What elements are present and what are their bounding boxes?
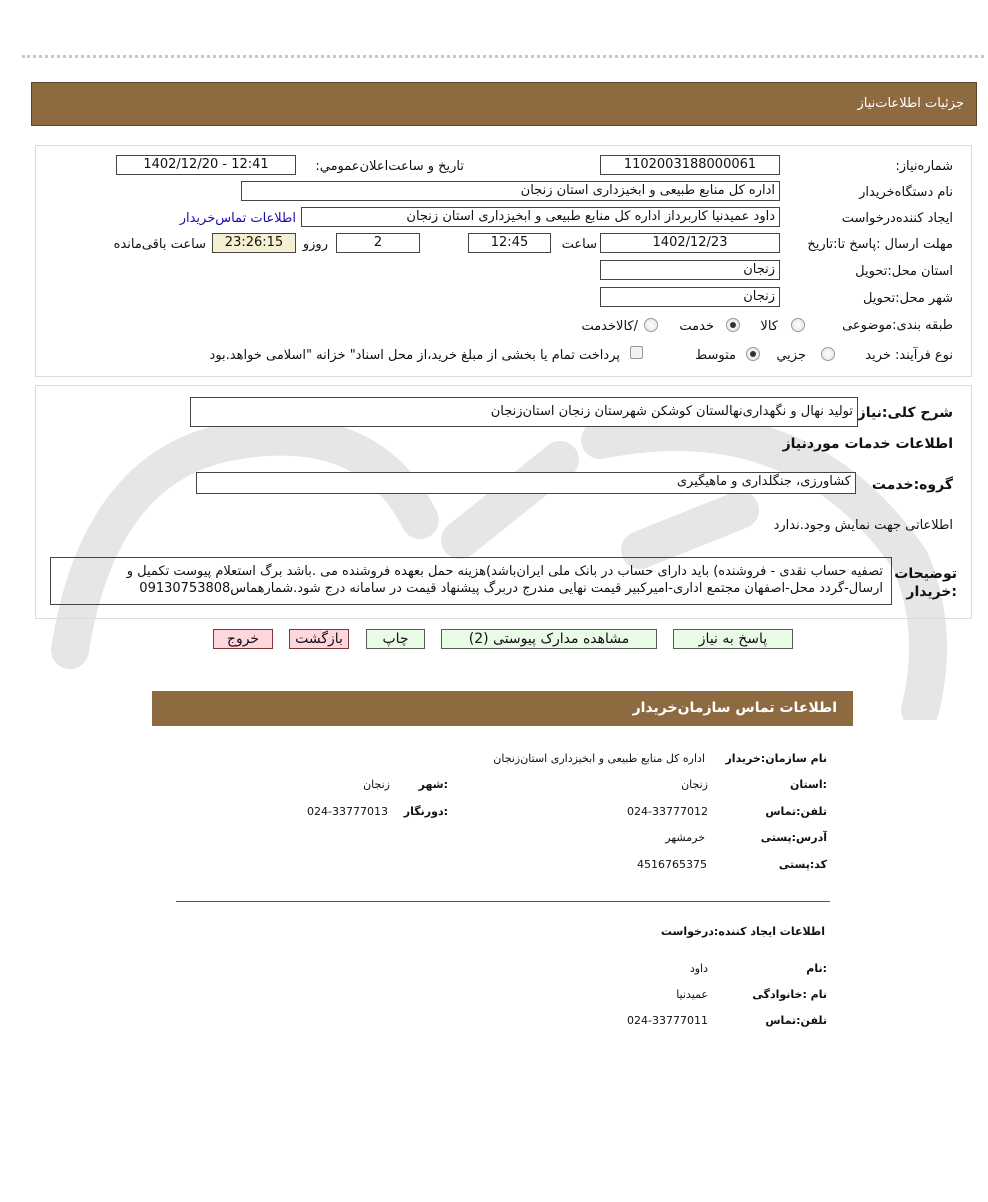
service-group-label: گروه:خدمت: [871, 477, 953, 493]
contact-address-label: آدرس:پستی: [760, 831, 827, 844]
process-label: نوع فرآیند: خرید: [865, 348, 953, 363]
creator-name-label: :نام: [806, 962, 827, 975]
contact-address-value: خرمشهر: [665, 831, 705, 844]
treasury-payment-checkbox[interactable]: [630, 346, 643, 359]
creator-family-label: نام :خانوادگی: [752, 988, 827, 1001]
days-field: 2: [336, 233, 420, 253]
days-label: روزو: [302, 237, 328, 252]
contact-fax-label: :دورنگار: [403, 805, 448, 818]
category-label: طبقه بندی:موضوعی: [842, 318, 953, 333]
deadline-time-label: ساعت: [561, 237, 597, 252]
buyer-notes-label-1: توضیحات: [894, 566, 957, 582]
buyer-notes-label-2: :خریدار: [906, 584, 957, 600]
remaining-time-field: 23:26:15: [212, 233, 296, 253]
creator-info-title: اطلاعات ایجاد کننده:درخواست: [660, 925, 825, 938]
view-attachments-button[interactable]: مشاهده مدارک پیوستی (2): [441, 629, 657, 649]
creator-label: ایجاد کننده‌درخواست: [841, 211, 953, 226]
contact-postal-label: کد:پستی: [778, 858, 827, 871]
buyer-contact-link[interactable]: اطلاعات تماس‌خریدار: [179, 211, 296, 226]
contact-province-label: :استان: [790, 778, 827, 791]
city-label: شهر محل:تحویل: [863, 291, 953, 306]
process-medium-radio[interactable]: [746, 347, 760, 361]
general-desc-label: شرح کلی:نیاز: [857, 405, 953, 421]
process-minor-text: جزيي: [776, 348, 806, 363]
buyer-notes-field: [50, 557, 892, 605]
category-service-radio[interactable]: [726, 318, 740, 332]
no-info-text: اطلاعاتی جهت نمایش وجود.ندارد: [773, 518, 953, 533]
top-dotted-divider: [22, 55, 984, 58]
reply-button[interactable]: پاسخ به نیاز: [673, 629, 793, 649]
print-button[interactable]: چاپ: [366, 629, 425, 649]
need-number-label: شماره‌نیاز:: [895, 159, 953, 174]
contact-phone-label: تلفن:تماس: [765, 805, 827, 818]
announce-field: 1402/12/20 - 12:41: [116, 155, 296, 175]
page-header-bar: [31, 82, 977, 126]
contact-province-value: زنجان: [681, 778, 708, 791]
buyer-contact-title: اطلاعات تماس سازمان‌خریدار: [632, 700, 837, 716]
creator-family-value: عمیدنیا: [676, 988, 708, 1001]
org-name-label: نام سازمان:خریدار: [725, 752, 827, 765]
announce-label: تاریخ و ساعت‌اعلان‌عمومي:: [315, 159, 464, 174]
buyer-notes-line-2: ارسال-گردد محل-اصفهان مجتمع اداری-امیرکبیر قیمت نهایی مندرج دربرگ پیشنهاد قیمت در سامانه درج شود.شمارهماس09130753808: [139, 581, 883, 596]
process-medium-text: متوسط: [695, 348, 736, 363]
contact-phone-value: 024-33777012: [627, 805, 708, 818]
breadcrumb: جزئیات اطلاعات‌نیاز: [857, 96, 964, 111]
back-button[interactable]: بازگشت: [289, 629, 349, 649]
buyer-org-field: اداره کل منابع طبیعی و ابخیزداری استان زنجان: [241, 181, 780, 201]
category-service-text: خدمت: [679, 319, 714, 334]
contact-fax-value: 024-33777013: [307, 805, 388, 818]
creator-phone-label: تلفن:تماس: [765, 1014, 827, 1027]
buyer-notes-line-1: تصفیه حساب نقدی - فروشنده) باید دارای حساب در بانک ملی ایران‌باشد)هزینه حمل بعهده فروشنده می .باشد برگ استعلام پیوست تکمیل و: [126, 564, 883, 579]
category-goods-service-text: /کالاخدمت: [581, 319, 638, 334]
category-goods-text: کالا: [760, 319, 778, 334]
city-field: زنجان: [600, 287, 780, 307]
buyer-contact-header: [152, 691, 853, 726]
creator-field: داود عمیدنیا کاربرداز اداره کل منابع طبیعی و ابخیزداری استان زنجان: [301, 207, 780, 227]
services-title: اطلاعات خدمات مورد‌نیاز: [782, 436, 953, 452]
deadline-label: مهلت ارسال :پاسخ تا:تاریخ: [807, 237, 953, 252]
creator-name-value: داود: [689, 962, 708, 975]
section-divider: [176, 901, 830, 902]
province-label: استان محل:تحویل: [855, 264, 953, 279]
service-group-field: کشاورزی، جنگلداری و ماهیگیری: [196, 472, 856, 494]
deadline-time-field: 12:45: [468, 233, 551, 253]
contact-city-label: :شهر: [418, 778, 448, 791]
category-goods-radio[interactable]: [791, 318, 805, 332]
remaining-label: ساعت باقی‌مانده: [113, 237, 206, 252]
contact-city-value: زنجان: [363, 778, 390, 791]
org-name-value: اداره کل منابع طبیعی و ابخیزداری استان‌زنجان: [493, 752, 705, 765]
need-info-panel: [35, 145, 972, 377]
contact-postal-value: 4516765375: [637, 858, 707, 871]
category-goods-service-radio[interactable]: [644, 318, 658, 332]
exit-button[interactable]: خروج: [213, 629, 273, 649]
deadline-date-field: 1402/12/23: [600, 233, 780, 253]
treasury-payment-text: پرداخت تمام یا بخشی از مبلغ خرید،از محل اسناد" خزانه "اسلامی خواهد.بود: [209, 348, 620, 363]
general-desc-field: تولید نهال و نگهداری‌نهالستان کوشکن شهرستان زنجان استان‌زنجان: [190, 397, 858, 427]
need-number-field: 1102003188000061: [600, 155, 780, 175]
process-minor-radio[interactable]: [821, 347, 835, 361]
creator-phone-value: 024-33777011: [627, 1014, 708, 1027]
buyer-org-label: نام دستگاه‌خریدار: [859, 185, 953, 200]
province-field: زنجان: [600, 260, 780, 280]
